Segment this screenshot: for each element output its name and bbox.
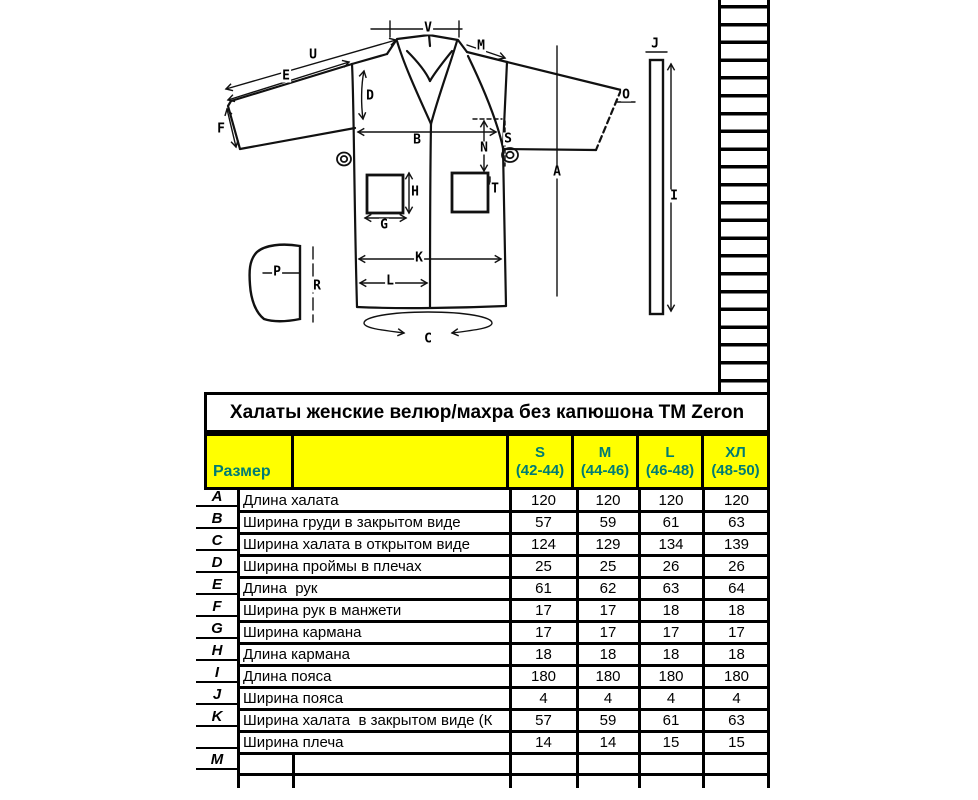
grid-line bbox=[576, 490, 579, 788]
row-value: 180 bbox=[723, 668, 750, 685]
row-value: 61 bbox=[535, 580, 552, 597]
diagram-label-P: P bbox=[273, 264, 281, 280]
row-label: Ширина халата в открытом виде bbox=[243, 536, 470, 553]
row-value: 4 bbox=[539, 690, 548, 707]
diagram-label-J: J bbox=[651, 36, 659, 52]
grid-line bbox=[238, 730, 770, 733]
diagram-label-U: U bbox=[309, 47, 317, 63]
row-label: Длина рук bbox=[243, 580, 318, 597]
row-value: 25 bbox=[599, 558, 617, 575]
row-letter: J bbox=[196, 686, 238, 705]
size-name: S bbox=[534, 444, 545, 462]
diagram-label-T: T bbox=[491, 181, 499, 197]
row-value: 18 bbox=[599, 646, 617, 663]
grid-line bbox=[238, 576, 770, 579]
hood-piece bbox=[250, 245, 300, 322]
grid-line bbox=[238, 686, 770, 689]
grid-line bbox=[509, 490, 512, 788]
row-value: 15 bbox=[662, 734, 680, 751]
row-letter: H bbox=[196, 642, 238, 661]
row-value: 17 bbox=[535, 602, 552, 619]
diagram-label-G: G bbox=[380, 217, 388, 233]
row-value: 120 bbox=[530, 492, 557, 509]
belt-strip bbox=[650, 60, 663, 314]
grid-line bbox=[238, 773, 770, 776]
diagram-label-O: O bbox=[622, 87, 630, 103]
grid-line bbox=[238, 532, 770, 535]
row-label: Ширина проймы в плечах bbox=[243, 558, 422, 575]
row-letter: F bbox=[196, 598, 238, 617]
row-value: 59 bbox=[599, 712, 617, 729]
row-value: 17 bbox=[662, 624, 680, 641]
diagram-label-V: V bbox=[424, 20, 432, 36]
row-value: 17 bbox=[728, 624, 745, 641]
row-letter: E bbox=[196, 576, 238, 595]
row-value: 62 bbox=[599, 580, 617, 597]
row-label: Ширина кармана bbox=[243, 624, 362, 641]
grid-line bbox=[638, 490, 641, 788]
row-letter: M bbox=[196, 751, 238, 770]
table-title: Халаты женские велюр/махра без капюшона TM Zeron bbox=[204, 392, 770, 433]
diagram-label-A: A bbox=[553, 164, 561, 180]
row-value: 129 bbox=[595, 536, 621, 553]
row-value: 124 bbox=[530, 536, 557, 553]
row-label: Ширина плеча bbox=[243, 734, 344, 751]
grid-line bbox=[237, 490, 240, 788]
row-value: 15 bbox=[728, 734, 745, 751]
diagram-label-B: B bbox=[413, 132, 421, 148]
row-value: 18 bbox=[728, 602, 745, 619]
row-value: 180 bbox=[658, 668, 684, 685]
diagram-label-N: N bbox=[480, 140, 488, 156]
header-size-label: Размер bbox=[207, 436, 294, 487]
row-letter: G bbox=[196, 620, 238, 639]
row-value: 18 bbox=[728, 646, 745, 663]
belt-loops bbox=[337, 148, 518, 166]
diagram-label-L: L bbox=[386, 273, 394, 289]
row-value: 63 bbox=[728, 712, 745, 729]
row-value: 17 bbox=[599, 602, 617, 619]
ladder-pattern bbox=[718, 0, 770, 393]
grid-line bbox=[238, 554, 770, 557]
row-value: 57 bbox=[535, 712, 552, 729]
row-value: 17 bbox=[535, 624, 552, 641]
row-value: 120 bbox=[658, 492, 684, 509]
row-value: 134 bbox=[658, 536, 684, 553]
size-name: L bbox=[665, 444, 675, 462]
row-letter: D bbox=[196, 554, 238, 573]
row-value: 14 bbox=[535, 734, 552, 751]
table-header bbox=[204, 433, 770, 490]
header-col-l bbox=[639, 436, 704, 487]
row-letter: I bbox=[196, 664, 238, 683]
header-empty-cell bbox=[294, 436, 509, 487]
diagram-label-F: F bbox=[217, 121, 225, 137]
row-label: Ширина груди в закрытом виде bbox=[243, 514, 461, 531]
grid-line bbox=[767, 490, 770, 788]
diagram-label-H: H bbox=[411, 184, 419, 200]
header-col-m bbox=[574, 436, 639, 487]
row-value: 25 bbox=[535, 558, 552, 575]
row-label: Ширина рук в манжети bbox=[243, 602, 402, 619]
diagram-label-C: C bbox=[424, 331, 432, 347]
grid-line bbox=[238, 510, 770, 513]
grid-line bbox=[238, 664, 770, 667]
row-value: 4 bbox=[732, 690, 741, 707]
diagram-label-I: I bbox=[670, 188, 678, 204]
grid-line bbox=[702, 490, 705, 788]
row-value: 59 bbox=[599, 514, 617, 531]
row-value: 63 bbox=[662, 580, 680, 597]
row-letter: K bbox=[196, 708, 238, 727]
row-label: Длина пояса bbox=[243, 668, 332, 685]
row-value: 18 bbox=[662, 646, 680, 663]
row-value: 61 bbox=[662, 514, 680, 531]
grid-line bbox=[238, 620, 770, 623]
row-label: Ширина халата в закрытом виде (К bbox=[243, 712, 493, 729]
row-value: 4 bbox=[666, 690, 676, 707]
row-value: 180 bbox=[530, 668, 557, 685]
pocket-left bbox=[367, 175, 403, 213]
size-name: ХЛ bbox=[725, 444, 746, 462]
row-value: 61 bbox=[662, 712, 680, 729]
diagram-label-D: D bbox=[366, 88, 374, 104]
row-value: 18 bbox=[535, 646, 552, 663]
row-value: 57 bbox=[535, 514, 552, 531]
grid-line bbox=[238, 708, 770, 711]
pockets bbox=[367, 173, 488, 213]
size-range: (48-50) bbox=[711, 461, 760, 479]
row-letter: B bbox=[196, 510, 238, 529]
size-range: (46-48) bbox=[645, 461, 695, 479]
row-value: 17 bbox=[599, 624, 617, 641]
grid-line bbox=[238, 598, 770, 601]
size-range: (42-44) bbox=[515, 461, 565, 479]
row-value: 63 bbox=[728, 514, 745, 531]
diagram-label-M: M bbox=[477, 38, 485, 54]
robe-measurement-diagram bbox=[0, 0, 978, 392]
row-value: 14 bbox=[599, 734, 617, 751]
diagram-label-E: E bbox=[282, 68, 290, 84]
row-value: 64 bbox=[728, 580, 745, 597]
size-name: M bbox=[598, 444, 612, 462]
diagram-label-S: S bbox=[504, 131, 512, 147]
row-value: 26 bbox=[728, 558, 745, 575]
row-label: Ширина пояса bbox=[243, 690, 344, 707]
row-value: 18 bbox=[662, 602, 680, 619]
row-letter: C bbox=[196, 532, 238, 551]
grid-line bbox=[238, 642, 770, 645]
row-label: Длина халата bbox=[243, 492, 339, 509]
row-value: 26 bbox=[662, 558, 680, 575]
size-range: (44-46) bbox=[580, 461, 630, 479]
row-label: Длина кармана bbox=[243, 646, 350, 663]
header-col-s bbox=[509, 436, 574, 487]
row-value: 120 bbox=[723, 492, 750, 509]
pocket-right bbox=[452, 173, 488, 212]
grid-line bbox=[292, 755, 295, 788]
diagram-label-R: R bbox=[313, 278, 321, 294]
header-col-xl bbox=[704, 436, 767, 487]
row-value: 120 bbox=[595, 492, 621, 509]
row-letter bbox=[196, 730, 238, 749]
row-value: 180 bbox=[595, 668, 621, 685]
diagram-label-K: K bbox=[415, 250, 423, 266]
row-value: 4 bbox=[603, 690, 613, 707]
grid-line bbox=[238, 752, 770, 755]
row-value: 139 bbox=[723, 536, 750, 553]
row-letter: A bbox=[196, 488, 238, 507]
